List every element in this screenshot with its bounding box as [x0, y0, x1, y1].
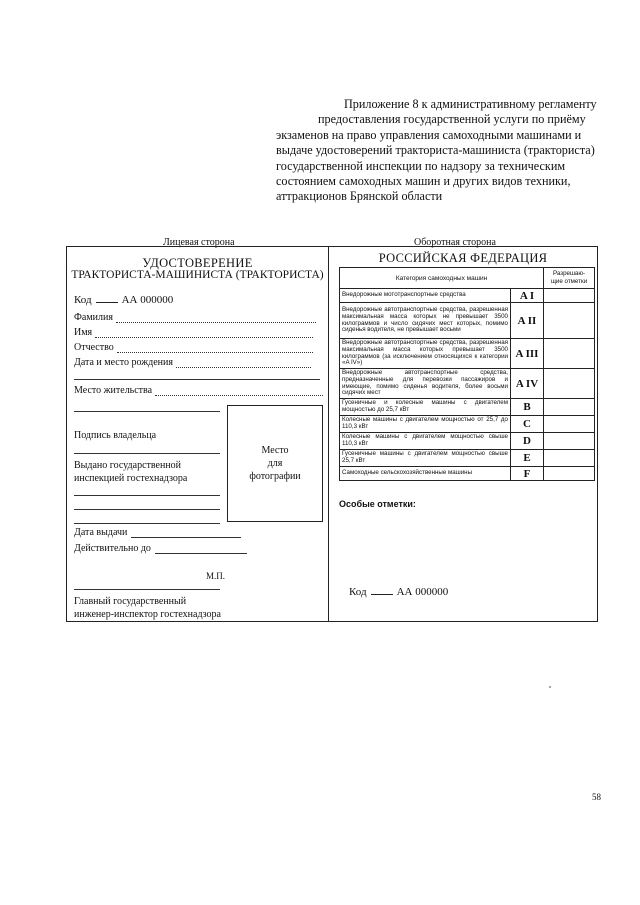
- category-code: D: [511, 433, 544, 450]
- birth-line-2: [74, 379, 320, 380]
- field-label: Место жительства: [74, 385, 153, 396]
- issued-line-3: [74, 523, 220, 524]
- category-code: A I: [511, 289, 544, 303]
- country-title: РОССИЙСКАЯ ФЕДЕРАЦИЯ: [378, 251, 548, 265]
- header-line: выдаче удостоверений тракториста-машиниста (тракториста): [276, 143, 595, 158]
- inspector-line: инженер-инспектор гостехнадзора: [74, 609, 221, 620]
- permission-cell: [544, 467, 595, 481]
- front-code: [74, 292, 173, 306]
- photo-text: для: [267, 458, 283, 469]
- photo-text: Место: [261, 445, 289, 456]
- perm-header-line: щие отметки: [550, 278, 588, 285]
- issued-line: Выдано государственной: [74, 460, 182, 471]
- front-side: [67, 247, 329, 621]
- category-description: Колесные машины с двигателем мощностью свыше 110,3 кВт: [340, 433, 511, 450]
- patronymic-field: [74, 342, 313, 353]
- name-line: [95, 336, 313, 338]
- field-label: Дата выдачи: [74, 527, 128, 538]
- license-form: [66, 246, 598, 622]
- category-code: A II: [511, 303, 544, 339]
- permission-cell: [544, 416, 595, 433]
- valid-until-line: [155, 553, 247, 554]
- table-row: [340, 416, 595, 433]
- table-header-row: [340, 268, 595, 289]
- table-row: [340, 399, 595, 416]
- issued-line: инспекцией гостехнадзора: [74, 473, 188, 484]
- category-code: B: [511, 399, 544, 416]
- inspector-line: Главный государственный: [74, 596, 187, 607]
- category-description: Внедорожные автотранспортные средства, разрешенная максимальная масса которых превышает 3500 килограммов (за исключением относящихся к категории «A IV»): [340, 339, 511, 369]
- name-field: [74, 327, 313, 338]
- category-code: A III: [511, 339, 544, 369]
- issue-date-line: [131, 537, 241, 538]
- permission-cell: [544, 289, 595, 303]
- inspector-signature-line: [74, 589, 220, 590]
- header-line: экзаменов на право управления самоходными машинами и: [276, 127, 582, 142]
- table-row: [340, 303, 595, 339]
- category-code: C: [511, 416, 544, 433]
- license-subtitle: ТРАКТОРИСТА-МАШИНИСТА (ТРАКТОРИСТА): [71, 269, 324, 281]
- field-label: Фамилия: [74, 312, 113, 323]
- code-blank: [96, 292, 118, 303]
- back-side-caption: Оборотная сторона: [414, 237, 496, 248]
- table-row: [340, 433, 595, 450]
- issue-date-field: [74, 527, 241, 538]
- permission-header: [544, 268, 595, 289]
- permission-cell: [544, 433, 595, 450]
- issued-line-2: [74, 509, 220, 510]
- header-line: предоставления государственной услуги по приёму: [318, 112, 586, 127]
- categories-table: [339, 267, 595, 481]
- front-side-caption: Лицевая сторона: [163, 237, 235, 248]
- permission-cell: [544, 399, 595, 416]
- residence-line-2: [74, 411, 220, 412]
- field-label: Отчество: [74, 342, 114, 353]
- signature-line: [74, 453, 220, 454]
- owner-signature-label: Подпись владельца: [74, 430, 157, 441]
- birth-line: [176, 366, 311, 368]
- category-description: Колесные машины с двигателем мощностью от 25,7 до 110,3 кВт: [340, 416, 511, 433]
- patronymic-line: [117, 351, 313, 353]
- table-row: [340, 450, 595, 467]
- permission-cell: [544, 369, 595, 399]
- header-line: состоянием самоходных машин и других видов техники,: [276, 174, 571, 189]
- issued-by-label: [74, 459, 187, 485]
- category-description: Внедорожные мототранспортные средства: [340, 289, 511, 303]
- code-label: Код: [74, 294, 92, 306]
- permission-cell: [544, 339, 595, 369]
- code-value: АА 000000: [396, 586, 449, 598]
- residence-field: [74, 385, 323, 396]
- photo-placeholder: [227, 405, 323, 522]
- stamp-place: М.П.: [206, 571, 226, 581]
- field-label: Дата и место рождения: [74, 357, 173, 368]
- surname-field: [74, 312, 316, 323]
- table-row: [340, 339, 595, 369]
- residence-line: [155, 394, 323, 396]
- surname-line: [116, 321, 316, 323]
- category-code: A IV: [511, 369, 544, 399]
- category-description: Внедорожные автотранспортные средства, предназначенные для перевозки пассажиров и имеющие, помимо сиденья водителя, более восьми сидячих мест: [340, 369, 511, 399]
- field-label: Имя: [74, 327, 93, 338]
- category-description: Гусеничные и колесные машины с двигателем мощностью до 25,7 кВт: [340, 399, 511, 416]
- chief-inspector-label: [74, 595, 221, 621]
- photo-text: фотографии: [249, 471, 301, 482]
- category-description: Внедорожные автотранспортные средства, разрешенная максимальная масса которых не превышает 3500 килограммов и число сидячих мест которых, помимо сиденья водителя, не превышает восьми: [340, 303, 511, 339]
- back-code: [349, 584, 448, 598]
- table-row: [340, 289, 595, 303]
- header-line: аттракционов Брянской области: [276, 189, 443, 204]
- code-value: АА 000000: [121, 294, 174, 306]
- license-title: УДОСТОВЕРЕНИЕ: [142, 256, 253, 270]
- code-blank: [371, 584, 393, 595]
- field-label: Действительно до: [74, 543, 151, 554]
- table-row: [340, 369, 595, 399]
- appendix-header: [276, 97, 616, 205]
- page-number: 58: [592, 792, 601, 802]
- header-line: Приложение 8 к административному регламенту: [344, 97, 597, 111]
- header-line: государственной инспекции по надзору за техническим: [276, 158, 566, 173]
- code-label: Код: [349, 586, 367, 598]
- category-code: E: [511, 450, 544, 467]
- permission-cell: [544, 450, 595, 467]
- category-code: F: [511, 467, 544, 481]
- category-header: Категория самоходных машин: [340, 268, 544, 289]
- issued-line-1: [74, 495, 220, 496]
- permission-cell: [544, 303, 595, 339]
- table-row: [340, 467, 595, 481]
- valid-until-field: [74, 543, 247, 554]
- category-description: Гусеничные машины с двигателем мощностью свыше 25,7 кВт: [340, 450, 511, 467]
- special-notes-label: Особые отметки:: [339, 499, 416, 509]
- birth-field: [74, 357, 311, 368]
- speck: [549, 686, 551, 688]
- back-side: [329, 247, 597, 621]
- perm-header-line: Разрешаю-: [552, 270, 586, 277]
- category-description: Самоходные сельскохозяйственные машины: [340, 467, 511, 481]
